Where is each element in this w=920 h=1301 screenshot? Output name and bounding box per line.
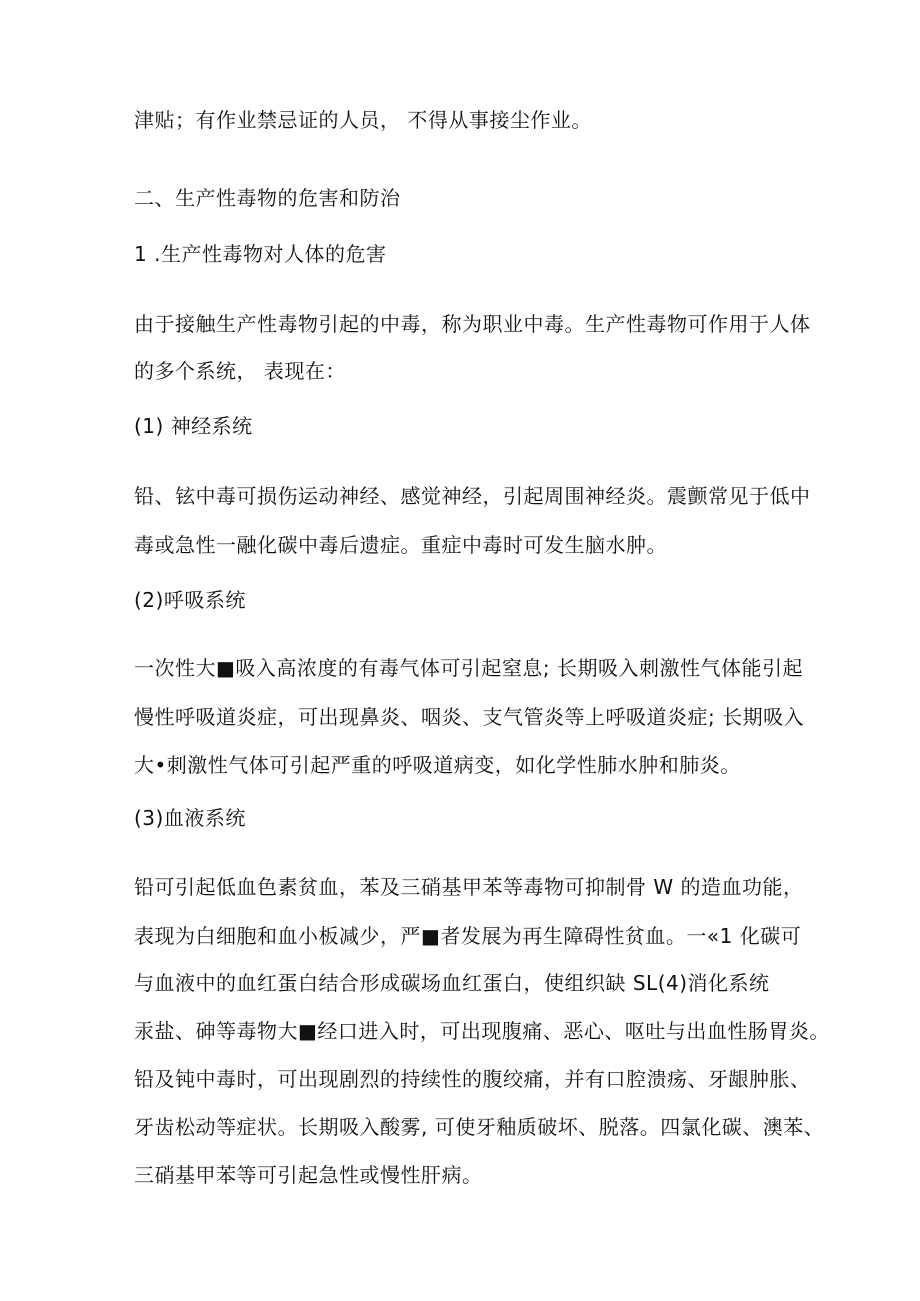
text-line: 铅、铉中毒可损伤运动神经、感觉神经，引起周围神经炎。震颤常见于低中	[134, 484, 811, 508]
text-line: 大•刺激性气体可引起严重的呼吸道病变，如化学性肺水肿和肺炎。	[134, 753, 741, 777]
text-line: 汞盐、砷等毒物大■经口进入时，可出现腹痛、恶心、呕吐与出血性肠胃炎。	[134, 1019, 830, 1043]
text-line: 一次性大■吸入高浓度的有毒气体可引起窒息; 长期吸入刺激性气体能引起	[134, 656, 803, 680]
item-heading: (2)呼吸系统	[134, 588, 246, 612]
section-heading: 二、生产性毒物的危害和防治	[134, 186, 401, 210]
item-heading: (3)血液系统	[134, 806, 246, 830]
text-line: 毒或急性一融化碳中毒后遗症。重症中毒时可发生脑水肿。	[134, 533, 667, 557]
text-line: 的多个系统， 表现在：	[134, 359, 346, 383]
text-line: 由于接触生产性毒物引起的中毒，称为职业中毒。生产性毒物可作用于人体	[134, 312, 811, 336]
subsection-heading: 1 .生产性毒物对人体的危害	[134, 242, 387, 266]
text-line: 牙齿松动等症状。长期吸入酸雾, 可使牙釉质破坏、脱落。四氯化碳、澳苯、	[134, 1115, 825, 1139]
text-line: 慢性呼吸道炎症，可出现鼻炎、咽炎、支气管炎等上呼吸道炎症; 长期吸入	[134, 705, 805, 729]
text-line: 铅可引起低血色素贫血，苯及三硝基甲苯等毒物可抑制骨 W 的造血功能，	[134, 875, 804, 899]
text-line: 与血液中的血红蛋白结合形成碳场血红蛋白，使组织缺 SL(4)消化系统	[134, 971, 770, 995]
text-line: 铅及钝中毒时，可出现剧烈的持续性的腹绞痛，并有口腔溃疡、牙龈肿胀、	[134, 1067, 811, 1091]
text-line: 津贴；有作业禁忌证的人员， 不得从事接尘作业。	[134, 108, 592, 132]
text-line: 表现为白细胞和血小板减少，严■者发展为再生障碍性贫血。一«1 化碳可	[134, 924, 802, 948]
text-line: 三硝基甲苯等可引起急性或慢性肝病。	[134, 1163, 483, 1187]
item-heading: (1) 神经系统	[134, 414, 253, 438]
